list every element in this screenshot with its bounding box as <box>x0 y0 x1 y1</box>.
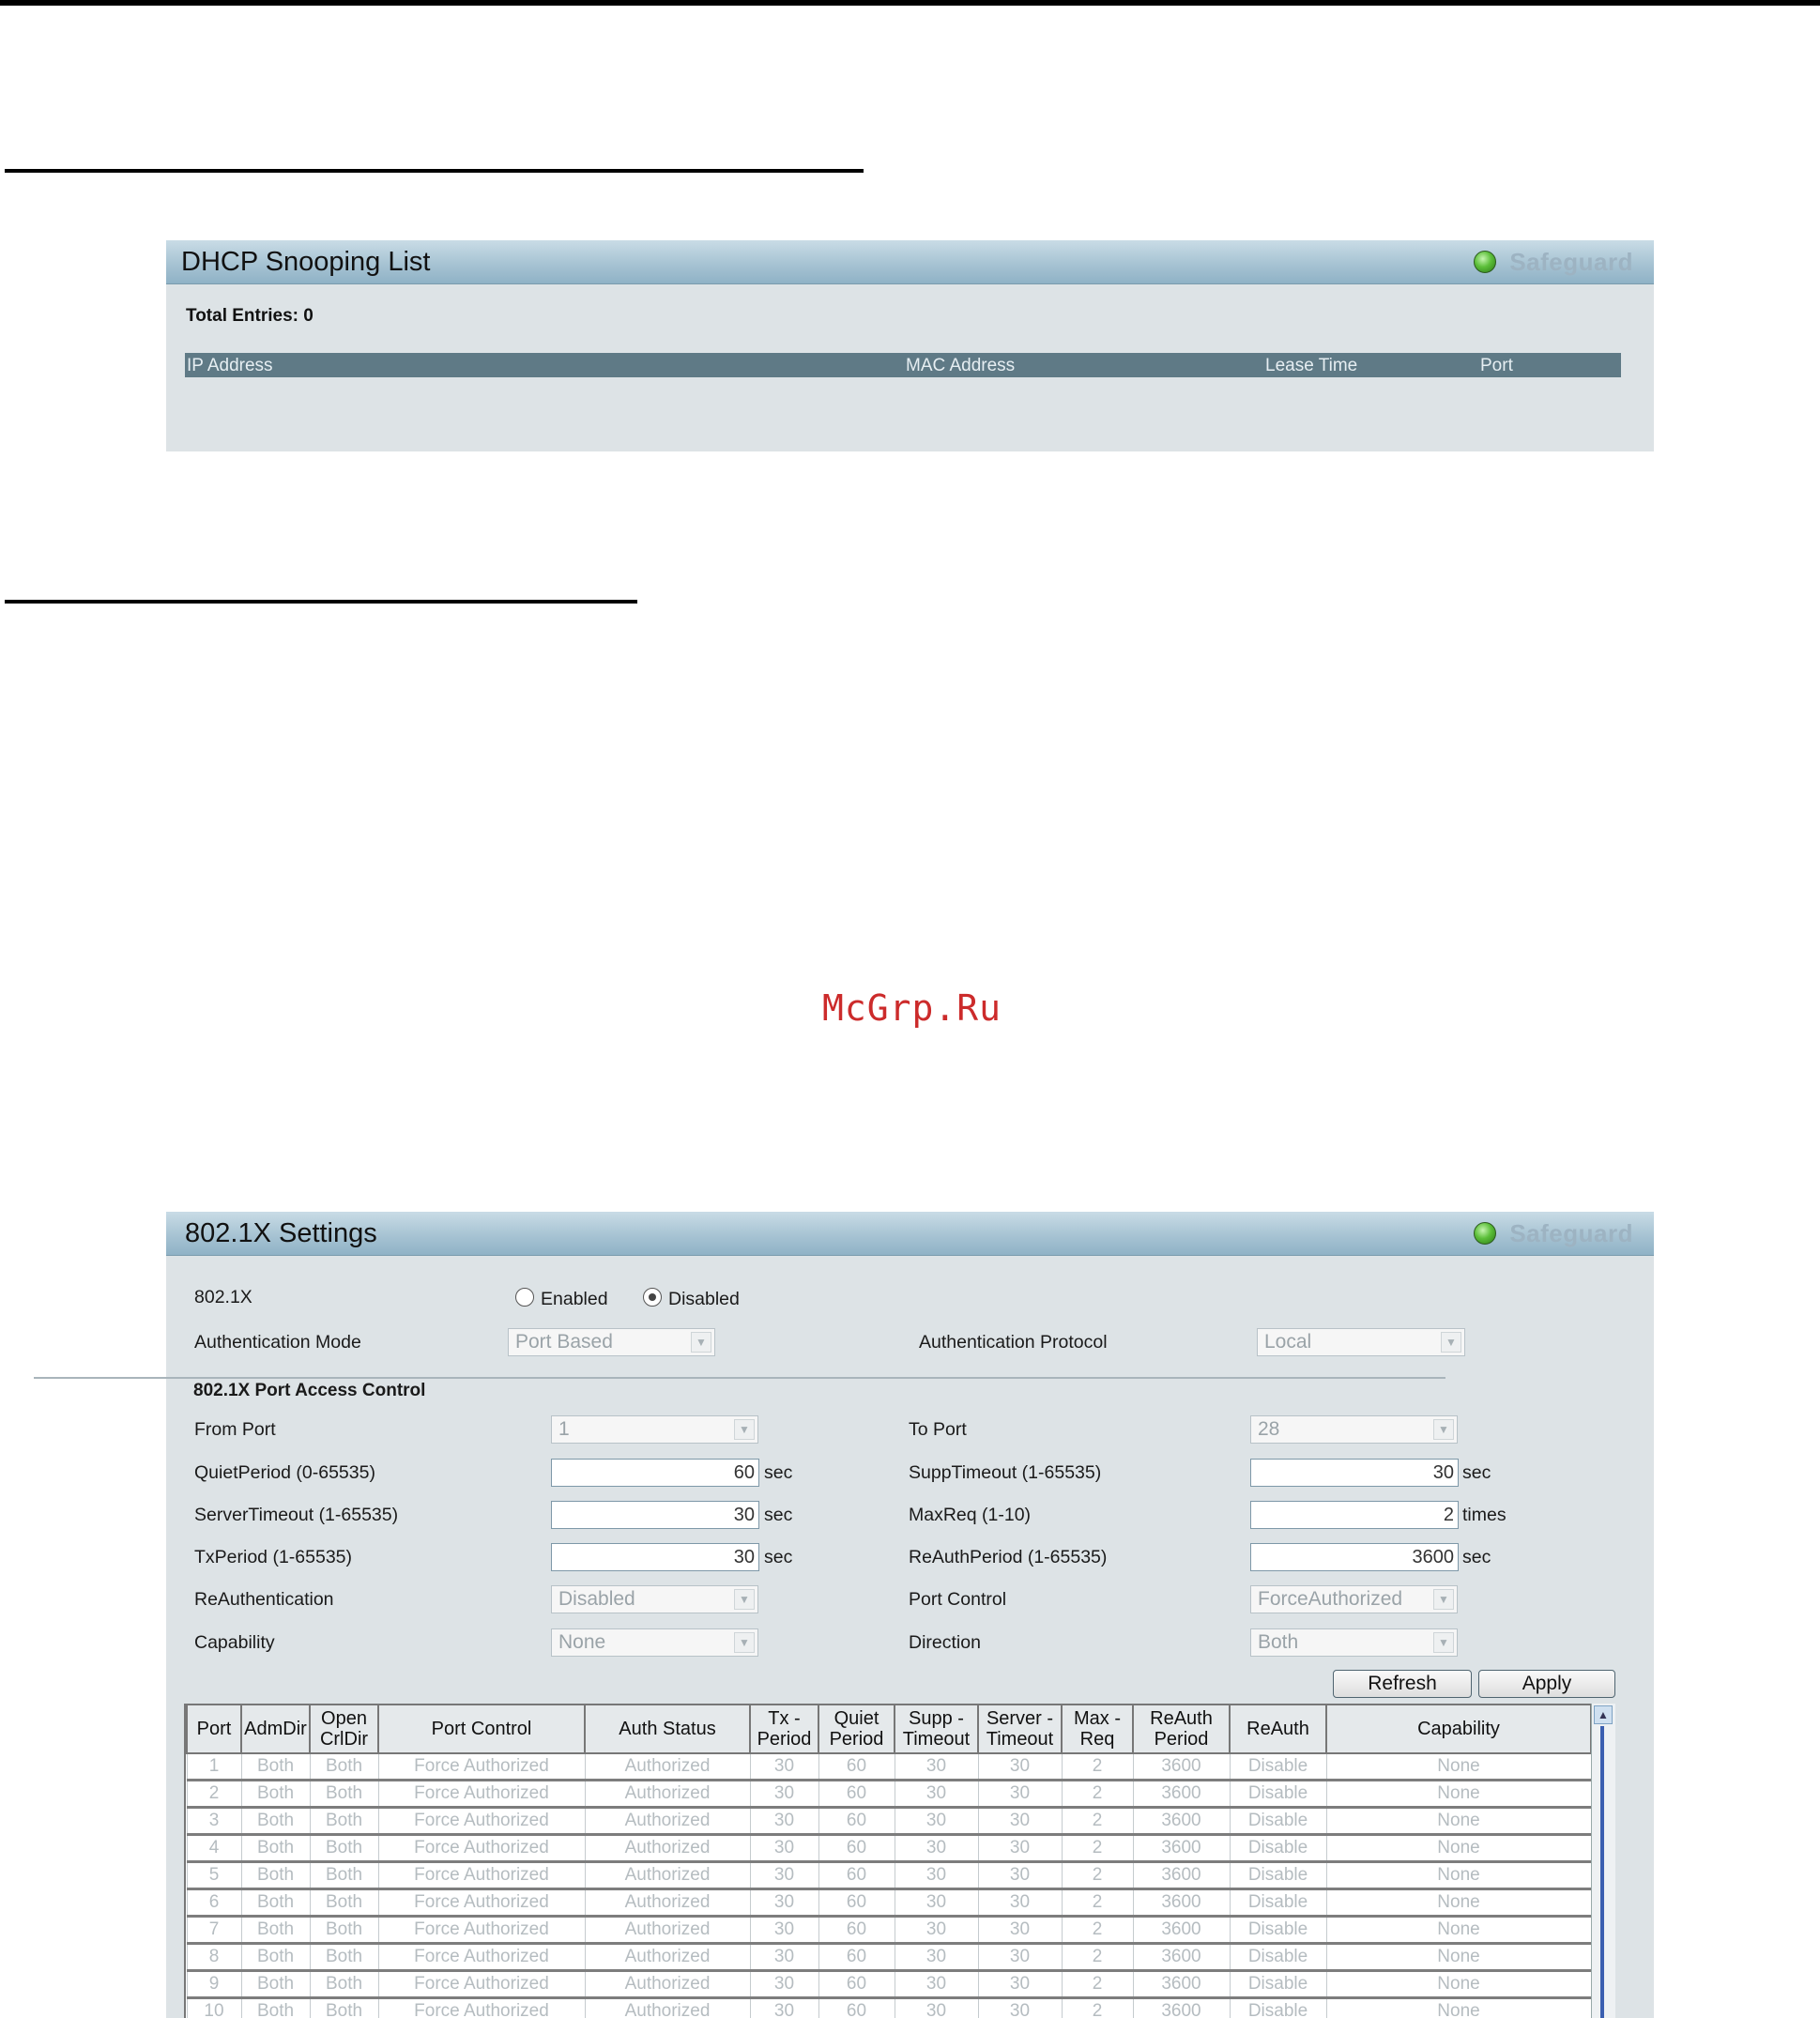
table-cell: 3600 <box>1133 1944 1230 1971</box>
safeguard-label: Safeguard <box>1509 1218 1633 1247</box>
safeguard-label: Safeguard <box>1509 247 1633 276</box>
chevron-down-icon: ▼ <box>1441 1332 1461 1353</box>
top-border-rule <box>0 0 1820 6</box>
direction-value: Both <box>1258 1631 1299 1653</box>
auth-mode-value: Port Based <box>515 1331 613 1353</box>
quiet-period-input[interactable]: 60 <box>551 1459 759 1487</box>
table-cell: Force Authorized <box>378 1889 585 1917</box>
table-cell: 10 <box>187 1998 241 2018</box>
direction-select[interactable] <box>1250 1628 1458 1657</box>
table-cell: Both <box>310 1862 378 1889</box>
table-cell: Authorized <box>585 1917 750 1944</box>
max-req-label: MaxReq (1-10) <box>909 1505 1032 1525</box>
port-control-select[interactable] <box>1250 1585 1458 1613</box>
table-cell: 30 <box>750 1998 818 2018</box>
section-divider <box>34 1377 1445 1379</box>
auth-mode-label: Authentication Mode <box>194 1332 361 1353</box>
table-cell: Force Authorized <box>378 1944 585 1971</box>
chevron-down-icon: ▼ <box>734 1632 755 1653</box>
table-cell: 30 <box>978 1781 1062 1808</box>
table-cell: Both <box>310 1998 378 2018</box>
table-cell: 30 <box>750 1889 818 1917</box>
unit-label: sec <box>764 1547 793 1567</box>
reauthentication-select[interactable] <box>551 1585 758 1613</box>
max-req-input[interactable]: 2 <box>1250 1501 1459 1529</box>
table-cell: Both <box>241 1808 310 1835</box>
table-cell: Force Authorized <box>378 1835 585 1862</box>
table-cell: 2 <box>1062 1753 1133 1781</box>
table-cell: Both <box>241 1889 310 1917</box>
table-cell: 30 <box>750 1808 818 1835</box>
table-cell: 30 <box>895 1971 978 1998</box>
table-cell: None <box>1326 1862 1591 1889</box>
table-cell: 30 <box>978 1862 1062 1889</box>
table-cell: Both <box>241 1862 310 1889</box>
table-cell: Both <box>310 1808 378 1835</box>
direction-label: Direction <box>909 1632 981 1653</box>
table-cell: 2 <box>1062 1889 1133 1917</box>
chevron-down-icon: ▼ <box>1433 1419 1454 1440</box>
table-cell: Both <box>241 1917 310 1944</box>
table-row[interactable] <box>187 1835 1591 1862</box>
supp-timeout-input[interactable]: 30 <box>1250 1459 1459 1487</box>
table-cell: 5 <box>187 1862 241 1889</box>
table-row[interactable] <box>187 1781 1591 1808</box>
table-row[interactable] <box>187 1862 1591 1889</box>
table-cell: 6 <box>187 1889 241 1917</box>
table-cell: 30 <box>895 1944 978 1971</box>
table-cell: Disable <box>1230 1862 1326 1889</box>
capability-select[interactable] <box>551 1628 758 1657</box>
chevron-down-icon: ▼ <box>1433 1632 1454 1653</box>
radio-selected-dot <box>649 1293 656 1301</box>
col-header-admdir: AdmDir <box>241 1705 310 1753</box>
table-cell: 60 <box>818 1889 895 1917</box>
table-cell: Disable <box>1230 1808 1326 1835</box>
total-entries: Total Entries: 0 <box>186 306 314 326</box>
table-cell: 30 <box>895 1998 978 2018</box>
table-cell: 3 <box>187 1808 241 1835</box>
table-cell: 60 <box>818 1753 895 1781</box>
table-cell: Both <box>310 1835 378 1862</box>
dot1x-state-label: 802.1X <box>194 1287 252 1307</box>
table-cell: Both <box>310 1971 378 1998</box>
from-port-value: 1 <box>558 1418 570 1440</box>
table-cell: Authorized <box>585 1998 750 2018</box>
reauth-period-input[interactable]: 3600 <box>1250 1543 1459 1571</box>
chevron-down-icon: ▼ <box>1433 1589 1454 1610</box>
safeguard-indicator[interactable] <box>1474 247 1633 276</box>
table-cell: Both <box>310 1753 378 1781</box>
table-row[interactable] <box>187 1971 1591 1998</box>
table-cell: Both <box>310 1889 378 1917</box>
reauthentication-value: Disabled <box>558 1588 635 1610</box>
table-cell: Force Authorized <box>378 1917 585 1944</box>
table-cell: None <box>1326 1781 1591 1808</box>
unit-label: sec <box>1462 1462 1491 1483</box>
table-cell: 30 <box>895 1781 978 1808</box>
table-cell: Both <box>241 1835 310 1862</box>
unit-label: times <box>1462 1505 1506 1525</box>
section-heading-rule <box>5 169 864 173</box>
column-header-mac: MAC Address <box>906 356 1016 375</box>
col-header-max-req: Max - Req <box>1062 1705 1133 1753</box>
table-cell: Authorized <box>585 1971 750 1998</box>
table-row[interactable] <box>187 1998 1591 2018</box>
table-cell: 2 <box>1062 1781 1133 1808</box>
column-header-ip: IP Address <box>187 356 273 375</box>
safeguard-status-icon <box>1474 1222 1496 1245</box>
section-heading-rule <box>5 600 637 604</box>
table-cell: 30 <box>895 1808 978 1835</box>
col-header-server-timeout: Server - Timeout <box>978 1705 1062 1753</box>
capability-label: Capability <box>194 1632 275 1653</box>
port-control-value: ForceAuthorized <box>1258 1588 1403 1610</box>
table-cell: None <box>1326 1971 1591 1998</box>
table-row[interactable] <box>187 1889 1591 1917</box>
scroll-up-icon[interactable]: ▲ <box>1594 1705 1613 1724</box>
auth-protocol-label: Authentication Protocol <box>919 1332 1108 1353</box>
table-cell: 30 <box>895 1917 978 1944</box>
table-header <box>185 353 1621 377</box>
dhcp-snooping-panel <box>166 240 1654 451</box>
table-cell: Force Authorized <box>378 1862 585 1889</box>
table-cell: 60 <box>818 1835 895 1862</box>
table-row[interactable] <box>187 1753 1591 1781</box>
table-cell: 60 <box>818 1944 895 1971</box>
table-cell: Authorized <box>585 1781 750 1808</box>
enabled-radio[interactable] <box>515 1288 534 1307</box>
quiet-period-label: QuietPeriod (0-65535) <box>194 1462 375 1483</box>
table-cell: 30 <box>978 1971 1062 1998</box>
refresh-button[interactable]: Refresh <box>1333 1670 1472 1698</box>
tx-period-label: TxPeriod (1-65535) <box>194 1547 352 1567</box>
port-table-container[interactable] <box>184 1704 1593 2018</box>
capability-value: None <box>558 1631 606 1653</box>
table-cell: Disable <box>1230 1971 1326 1998</box>
table-cell: 8 <box>187 1944 241 1971</box>
table-cell: Both <box>241 1753 310 1781</box>
reauth-period-label: ReAuthPeriod (1-65535) <box>909 1547 1108 1567</box>
column-header-lease: Lease Time <box>1265 356 1358 375</box>
table-scrollbar[interactable] <box>1591 1704 1615 2018</box>
col-header-supp-timeout: Supp - Timeout <box>895 1705 978 1753</box>
page-title: 802.1X Settings <box>185 1218 377 1248</box>
table-cell: Authorized <box>585 1944 750 1971</box>
col-header-port-control: Port Control <box>378 1705 585 1753</box>
col-header-capability: Capability <box>1326 1705 1591 1753</box>
table-cell: 30 <box>978 1835 1062 1862</box>
table-cell: 30 <box>895 1835 978 1862</box>
col-header-quiet-period: Quiet Period <box>818 1705 895 1753</box>
panel-header <box>166 1212 1654 1256</box>
from-port-label: From Port <box>194 1419 276 1440</box>
table-cell: 30 <box>750 1835 818 1862</box>
table-cell: 3600 <box>1133 1753 1230 1781</box>
table-cell: 3600 <box>1133 1917 1230 1944</box>
table-cell: 30 <box>750 1753 818 1781</box>
table-cell: 30 <box>978 1944 1062 1971</box>
safeguard-indicator[interactable] <box>1474 1218 1633 1247</box>
table-cell: Both <box>241 1971 310 1998</box>
table-cell: 30 <box>750 1944 818 1971</box>
auth-mode-select[interactable] <box>508 1328 715 1356</box>
table-cell: 4 <box>187 1835 241 1862</box>
table-cell: 60 <box>818 1917 895 1944</box>
table-cell: 30 <box>750 1862 818 1889</box>
table-cell: 2 <box>1062 1808 1133 1835</box>
table-cell: Authorized <box>585 1889 750 1917</box>
table-row[interactable] <box>187 1808 1591 1835</box>
reauthentication-label: ReAuthentication <box>194 1589 334 1610</box>
table-cell: None <box>1326 1998 1591 2018</box>
panel-header <box>166 240 1654 284</box>
table-header-row <box>187 1705 1591 1753</box>
table-cell: 30 <box>978 1998 1062 2018</box>
table-cell: Force Authorized <box>378 1808 585 1835</box>
table-cell: 2 <box>1062 1998 1133 2018</box>
table-cell: Force Authorized <box>378 1753 585 1781</box>
table-cell: 3600 <box>1133 1781 1230 1808</box>
from-port-select[interactable] <box>551 1415 758 1444</box>
table-cell: 60 <box>818 1862 895 1889</box>
table-row[interactable] <box>187 1944 1591 1971</box>
table-row[interactable] <box>187 1917 1591 1944</box>
table-cell: None <box>1326 1808 1591 1835</box>
table-cell: Force Authorized <box>378 1971 585 1998</box>
watermark-text: McGrp.Ru <box>822 987 1002 1029</box>
table-cell: 7 <box>187 1917 241 1944</box>
table-cell: Both <box>310 1781 378 1808</box>
table-cell: Authorized <box>585 1862 750 1889</box>
page-title: DHCP Snooping List <box>181 247 431 277</box>
table-cell: 3600 <box>1133 1862 1230 1889</box>
chevron-down-icon: ▼ <box>691 1332 711 1353</box>
table-cell: Both <box>241 1944 310 1971</box>
port-control-label: Port Control <box>909 1589 1007 1610</box>
table-cell: 2 <box>1062 1971 1133 1998</box>
table-cell: 30 <box>895 1753 978 1781</box>
table-cell: 9 <box>187 1971 241 1998</box>
table-cell: Disable <box>1230 1753 1326 1781</box>
table-cell: Force Authorized <box>378 1998 585 2018</box>
enabled-radio-label: Enabled <box>541 1289 608 1309</box>
server-timeout-input[interactable]: 30 <box>551 1501 759 1529</box>
chevron-down-icon: ▼ <box>734 1589 755 1610</box>
table-cell: 30 <box>750 1781 818 1808</box>
table-cell: None <box>1326 1753 1591 1781</box>
table-cell: 30 <box>750 1971 818 1998</box>
col-header-opencrldir: Open CrlDir <box>310 1705 378 1753</box>
section-title: 802.1X Port Access Control <box>193 1381 426 1400</box>
to-port-value: 28 <box>1258 1418 1280 1440</box>
table-cell: None <box>1326 1917 1591 1944</box>
table-cell: 30 <box>978 1753 1062 1781</box>
table-cell: 30 <box>750 1917 818 1944</box>
table-cell: 60 <box>818 1998 895 2018</box>
server-timeout-label: ServerTimeout (1-65535) <box>194 1505 399 1525</box>
table-cell: Both <box>310 1944 378 1971</box>
table-cell: 30 <box>895 1889 978 1917</box>
table-cell: 60 <box>818 1971 895 1998</box>
table-cell: Authorized <box>585 1808 750 1835</box>
auth-protocol-value: Local <box>1264 1331 1312 1353</box>
disabled-radio[interactable] <box>643 1288 662 1307</box>
table-cell: 3600 <box>1133 1835 1230 1862</box>
table-cell: 2 <box>1062 1862 1133 1889</box>
apply-button[interactable]: Apply <box>1478 1670 1615 1698</box>
col-header-tx-period: Tx - Period <box>750 1705 818 1753</box>
table-cell: 60 <box>818 1781 895 1808</box>
chevron-down-icon: ▼ <box>734 1419 755 1440</box>
scrollbar-track[interactable] <box>1600 1726 1604 2018</box>
disabled-radio-label: Disabled <box>668 1289 740 1309</box>
column-header-port: Port <box>1480 356 1513 375</box>
table-cell: 3600 <box>1133 1808 1230 1835</box>
table-cell: 2 <box>187 1781 241 1808</box>
table-cell: 3600 <box>1133 1971 1230 1998</box>
col-header-reauth: ReAuth <box>1230 1705 1326 1753</box>
table-cell: Disable <box>1230 1835 1326 1862</box>
table-cell: 3600 <box>1133 1998 1230 2018</box>
table-cell: 30 <box>978 1917 1062 1944</box>
table-cell: 30 <box>978 1808 1062 1835</box>
table-cell: Disable <box>1230 1998 1326 2018</box>
table-cell: 3600 <box>1133 1889 1230 1917</box>
table-cell: Authorized <box>585 1835 750 1862</box>
table-cell: Disable <box>1230 1944 1326 1971</box>
port-table <box>186 1704 1592 2018</box>
unit-label: sec <box>764 1462 793 1483</box>
safeguard-status-icon <box>1474 251 1496 273</box>
col-header-auth-status: Auth Status <box>585 1705 750 1753</box>
table-cell: Both <box>241 1781 310 1808</box>
table-cell: None <box>1326 1835 1591 1862</box>
col-header-reauth-period: ReAuth Period <box>1133 1705 1230 1753</box>
auth-protocol-select[interactable] <box>1257 1328 1465 1356</box>
table-cell: 2 <box>1062 1835 1133 1862</box>
table-cell: 2 <box>1062 1917 1133 1944</box>
col-header-port: Port <box>187 1705 241 1753</box>
table-cell: 2 <box>1062 1944 1133 1971</box>
tx-period-input[interactable]: 30 <box>551 1543 759 1571</box>
to-port-select[interactable] <box>1250 1415 1458 1444</box>
table-cell: 30 <box>978 1889 1062 1917</box>
table-cell: None <box>1326 1944 1591 1971</box>
table-cell: None <box>1326 1889 1591 1917</box>
table-cell: Force Authorized <box>378 1781 585 1808</box>
table-cell: Authorized <box>585 1753 750 1781</box>
table-cell: Disable <box>1230 1781 1326 1808</box>
table-cell: Both <box>310 1917 378 1944</box>
to-port-label: To Port <box>909 1419 967 1440</box>
table-cell: Disable <box>1230 1889 1326 1917</box>
supp-timeout-label: SuppTimeout (1-65535) <box>909 1462 1102 1483</box>
unit-label: sec <box>764 1505 793 1525</box>
table-cell: Both <box>241 1998 310 2018</box>
unit-label: sec <box>1462 1547 1491 1567</box>
table-cell: 30 <box>895 1862 978 1889</box>
table-cell: 60 <box>818 1808 895 1835</box>
table-cell: 1 <box>187 1753 241 1781</box>
table-cell: Disable <box>1230 1917 1326 1944</box>
